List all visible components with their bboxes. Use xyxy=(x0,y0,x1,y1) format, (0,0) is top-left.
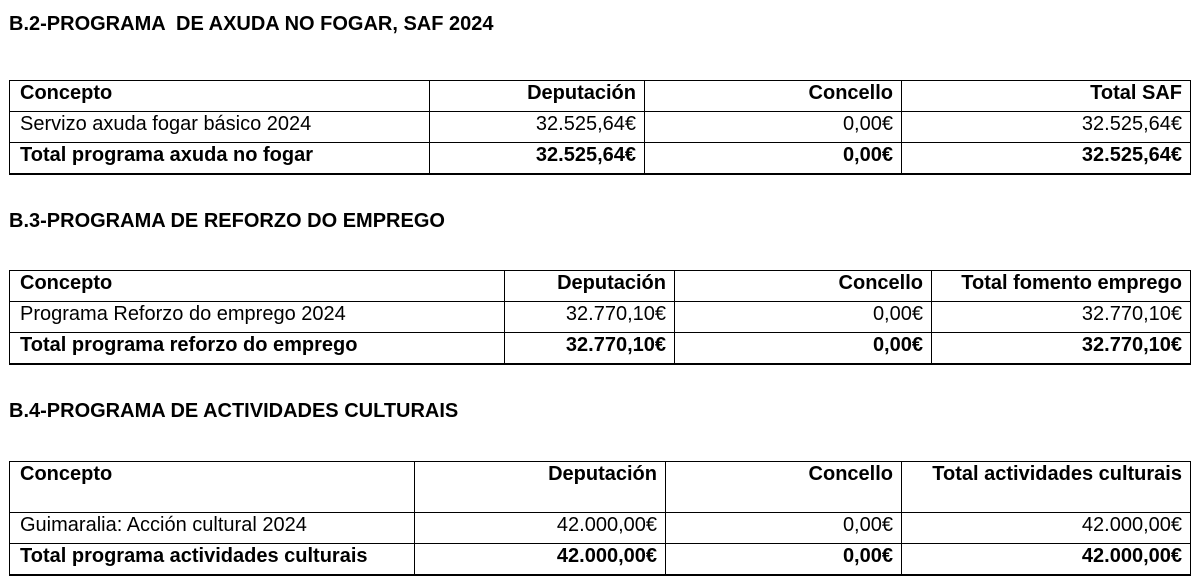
table-row xyxy=(10,112,1191,143)
table-row xyxy=(10,513,1191,544)
header-concello: Concello xyxy=(645,81,902,112)
header-concello: Concello xyxy=(675,271,932,302)
cell-total: 32.770,10€ xyxy=(932,302,1191,333)
total-deputacion: 32.525,64€ xyxy=(430,143,645,174)
cell-deputacion: 32.770,10€ xyxy=(505,302,675,333)
cell-concello: 0,00€ xyxy=(666,513,902,544)
table-emprego xyxy=(9,270,1191,365)
section-title-b2: B.2-PROGRAMA DE AXUDA NO FOGAR, SAF 2024 xyxy=(9,13,494,35)
table-total-row xyxy=(10,333,1191,364)
total-deputacion: 32.770,10€ xyxy=(505,333,675,364)
header-concepto: Concepto xyxy=(10,81,430,112)
table-header-row xyxy=(10,271,1191,302)
cell-concello: 0,00€ xyxy=(675,302,932,333)
total-concello: 0,00€ xyxy=(675,333,932,364)
total-total: 42.000,00€ xyxy=(902,544,1191,575)
cell-concello: 0,00€ xyxy=(645,112,902,143)
table-saf xyxy=(9,80,1191,175)
total-concello: 0,00€ xyxy=(645,143,902,174)
header-concepto: Concepto xyxy=(10,271,505,302)
total-deputacion: 42.000,00€ xyxy=(415,544,666,575)
cell-total: 32.525,64€ xyxy=(902,112,1191,143)
table-actividades xyxy=(9,461,1191,576)
table-header-row xyxy=(10,462,1191,513)
total-total: 32.770,10€ xyxy=(932,333,1191,364)
header-total: Total actividades culturais xyxy=(902,462,1191,513)
cell-deputacion: 42.000,00€ xyxy=(415,513,666,544)
table-total-row xyxy=(10,143,1191,174)
cell-concepto: Servizo axuda fogar básico 2024 xyxy=(10,112,430,143)
total-label: Total programa actividades culturais xyxy=(10,544,415,575)
header-total: Total SAF xyxy=(902,81,1191,112)
cell-deputacion: 32.525,64€ xyxy=(430,112,645,143)
section-title-b4: B.4-PROGRAMA DE ACTIVIDADES CULTURAIS xyxy=(9,400,459,422)
cell-total: 42.000,00€ xyxy=(902,513,1191,544)
table-total-row xyxy=(10,544,1191,575)
total-concello: 0,00€ xyxy=(666,544,902,575)
header-concepto: Concepto xyxy=(10,462,415,513)
section-title-b3: B.3-PROGRAMA DE REFORZO DO EMPREGO xyxy=(9,210,445,232)
total-total: 32.525,64€ xyxy=(902,143,1191,174)
header-deputacion: Deputación xyxy=(505,271,675,302)
cell-concepto: Guimaralia: Acción cultural 2024 xyxy=(10,513,415,544)
header-total: Total fomento emprego xyxy=(932,271,1191,302)
table-header-row xyxy=(10,81,1191,112)
table-row xyxy=(10,302,1191,333)
total-label: Total programa axuda no fogar xyxy=(10,143,430,174)
header-concello: Concello xyxy=(666,462,902,513)
header-deputacion: Deputación xyxy=(415,462,666,513)
header-deputacion: Deputación xyxy=(430,81,645,112)
total-label: Total programa reforzo do emprego xyxy=(10,333,505,364)
cell-concepto: Programa Reforzo do emprego 2024 xyxy=(10,302,505,333)
